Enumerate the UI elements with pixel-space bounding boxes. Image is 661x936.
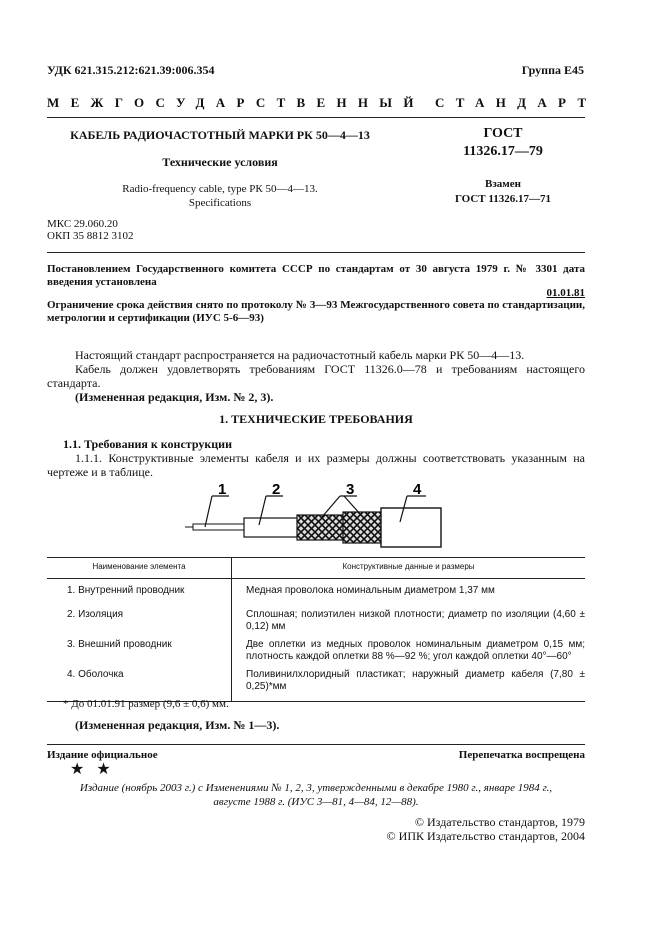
- footer-rule: [47, 744, 585, 745]
- table-footnote: * До 01.01.91 размер (9,6 ± 0,6) мм.: [63, 698, 229, 710]
- outer-braid-2: [343, 512, 383, 543]
- reprint-notice: Перепечатка воспрещена: [458, 749, 585, 761]
- standard-title: КАБЕЛЬ РАДИОЧАСТОТНЫЙ МАРКИ РК 50—4—13: [70, 128, 370, 142]
- table-cell-name: 4. Оболочка: [47, 669, 232, 702]
- decree-date: 01.01.81: [546, 287, 585, 299]
- table-row: [47, 579, 585, 610]
- edition-history-line2: августе 1988 г. (ИУС 3—81, 4—84, 12—88).: [213, 796, 419, 808]
- drawing-label-4: 4: [413, 481, 422, 498]
- drawing-label-3: 3: [346, 481, 355, 498]
- copyright-1979: © Издательство стандартов, 1979: [414, 815, 585, 829]
- udk-code: УДК 621.315.212:621.39:006.354: [47, 63, 215, 77]
- interstate-label: МЕЖГОСУДАРСТВЕННЫЙ: [47, 95, 425, 110]
- gost-label: ГОСТ: [483, 126, 523, 141]
- insulation: [244, 518, 299, 537]
- table-edition-note: (Измененная редакция, Изм. № 1—3).: [75, 718, 280, 732]
- table-cell-data: Поливинилхлоридный пластикат; наружный диаметр кабеля (7,80 ± 0,25)*мм: [246, 669, 585, 692]
- intro-edition-note: (Измененная редакция, Изм. № 2, 3).: [75, 390, 274, 404]
- table-header-data: Конструктивные данные и размеры: [342, 562, 475, 571]
- table-row: [47, 609, 585, 639]
- outer-braid-1: [297, 515, 345, 540]
- replaces-number: ГОСТ 11326.17—71: [454, 193, 552, 205]
- decree-text: Постановлением Государственного комитета СССР по стандартам от 30 августа 1979 г. № 3301 дата введения установлена: [47, 263, 585, 288]
- jacket: [381, 508, 441, 547]
- table-row: [47, 669, 585, 702]
- table-cell-name: 1. Внутренний проводник: [47, 579, 232, 610]
- table-cell-name: 2. Изоляция: [47, 609, 232, 639]
- gost-number: 11326.17—79: [463, 144, 543, 159]
- spec-table: [47, 557, 585, 702]
- table-cell-data: Сплошная; полиэтилен низкой плотности; диаметр по изоляции (4,60 ± 0,12) мм: [246, 609, 585, 632]
- table-row: [47, 639, 585, 669]
- table-cell-data: Две оплетки из медных проволок номинальным диаметром 0,15 мм; плотность каждой оплетки 88 %—92 %; угол каждой оплетки 40°—60°: [246, 639, 585, 662]
- intro-paragraph-2: Кабель должен удовлетворять требованиям ГОСТ 11326.0—78 и требованиям настоящего стандарта.: [47, 362, 585, 390]
- intro-paragraph-1: Настоящий стандарт распространяется на радиочастотный кабель марки РК 50—4—13.: [75, 348, 525, 362]
- limitation-text: Ограничение срока действия снято по протоколу № 3—93 Межгосударственного совета по стандартизации, метрологии и сертификации (ИУС 5-6—93): [47, 299, 585, 324]
- official-edition: Издание официальное: [47, 749, 158, 761]
- construction-paragraph: 1.1.1. Конструктивные элементы кабеля и их размеры должны соответствовать указанным на чертеже и в таблице.: [47, 451, 585, 479]
- subsection-heading: 1.1. Требования к конструкции: [63, 437, 233, 451]
- english-title: Radio-frequency cable, type РК 50—4—13.: [122, 183, 318, 195]
- edition-history-line1: Издание (ноябрь 2003 г.) с Изменениями № 1, 2, 3, утвержденными в декабре 1980 г., январе 1984 г.,: [79, 782, 553, 794]
- english-subtitle: Specifications: [188, 197, 252, 209]
- drawing-label-1: 1: [218, 481, 227, 498]
- stars-mark: ★ ★: [70, 761, 115, 778]
- copyright-2004: © ИПК Издательство стандартов, 2004: [386, 829, 585, 843]
- okp-code: ОКП 35 8812 3102: [47, 230, 134, 242]
- table-header-element: Наименование элемента: [47, 558, 232, 579]
- table-cell-data: Медная проволока номинальным диаметром 1,37 мм: [246, 585, 495, 596]
- inner-conductor: [185, 524, 245, 530]
- drawing-label-2: 2: [272, 481, 281, 498]
- mks-code: МКС 29.060.20: [47, 218, 118, 230]
- standard-subtitle: Технические условия: [162, 155, 278, 169]
- replaces-label: Взамен: [485, 178, 521, 190]
- table-header-row: [47, 558, 585, 579]
- standard-label: СТАНДАРТ: [435, 95, 598, 110]
- section-heading: 1. ТЕХНИЧЕСКИЕ ТРЕБОВАНИЯ: [219, 412, 413, 426]
- group-code: Группа Е45: [521, 63, 584, 77]
- table-cell-name: 3. Внешний проводник: [47, 639, 232, 669]
